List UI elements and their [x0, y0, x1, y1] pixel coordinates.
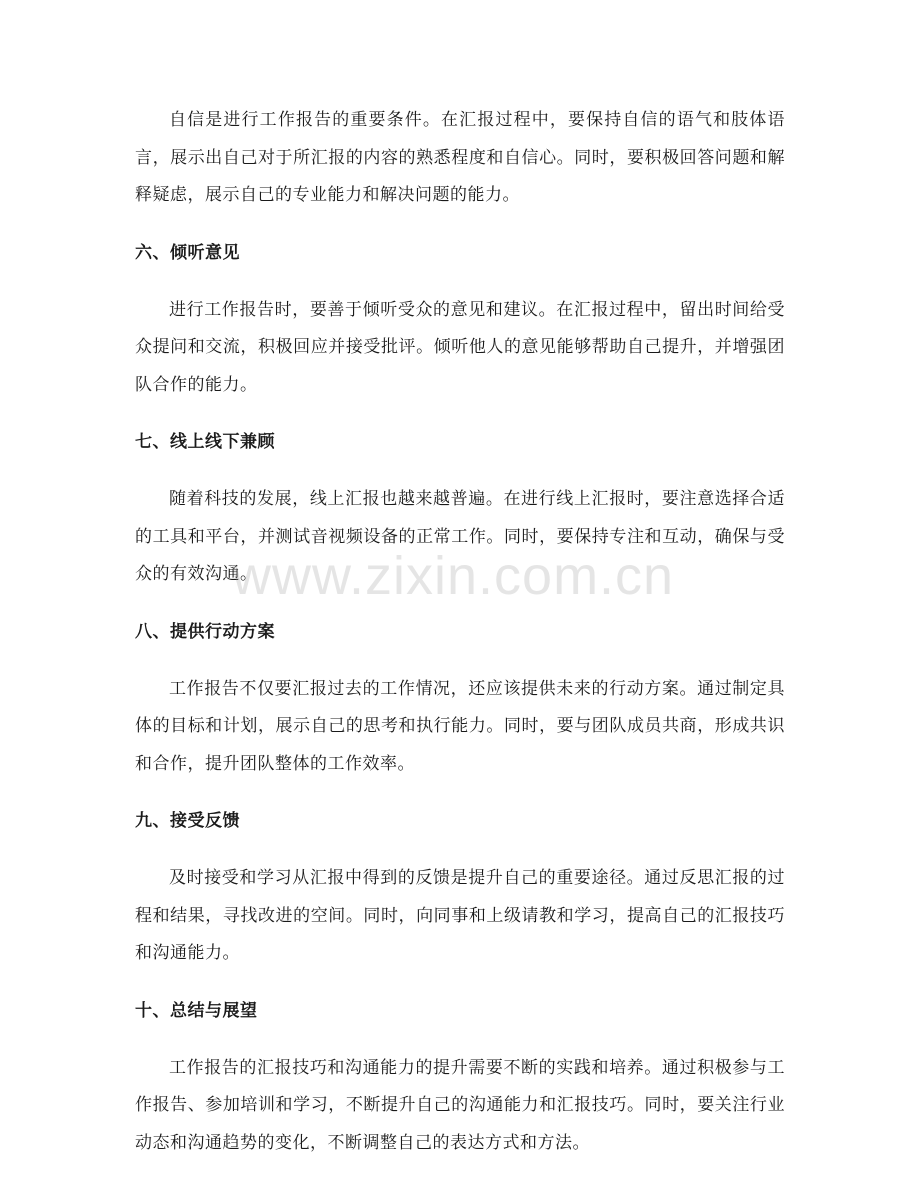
section-nine [135, 809, 785, 973]
intro-paragraph: 自信是进行工作报告的重要条件。在汇报过程中，要保持自信的语气和肢体语言，展示出自己对于所汇报的内容的熟悉程度和自信心。同时，要积极回答问题和解释疑虑，展示自己的专业能力和解决问题的能力。 [135, 110, 785, 205]
section-heading: 六、倾听意见 [135, 242, 240, 263]
section-six [135, 241, 785, 405]
section-paragraph: 进行工作报告时，要善于倾听受众的意见和建议。在汇报过程中，留出时间给受众提问和交流，积极回应并接受批评。倾听他人的意见能够帮助自己提升，并增强团队合作的能力。 [135, 299, 785, 395]
section-paragraph: 随着科技的发展，线上汇报也越来越普遍。在进行线上汇报时，要注意选择合适的工具和平台，并测试音视频设备的正常工作。同时，要保持专注和互动，确保与受众的有效沟通。 [135, 489, 785, 584]
section-paragraph: 工作报告的汇报技巧和沟通能力的提升需要不断的实践和培养。通过积极参与工作报告、参加培训和学习，不断提升自己的沟通能力和汇报技巧。同时，要关注行业动态和沟通趋势的变化，不断调整自己的表达方式和方法。 [135, 1057, 785, 1153]
section-paragraph: 及时接受和学习从汇报中得到的反馈是提升自己的重要途径。通过反思汇报的过程和结果，寻找改进的空间。同时，向同事和上级请教和学习，提高自己的汇报技巧和沟通能力。 [135, 868, 785, 963]
section-ten [135, 999, 785, 1163]
section-paragraph: 工作报告不仅要汇报过去的工作情况，还应该提供未来的行动方案。通过制定具体的目标和计划，展示自己的思考和执行能力。同时，要与团队成员共商，形成共识和合作，提升团队整体的工作效率。 [135, 678, 785, 774]
section-heading: 九、接受反馈 [135, 811, 240, 831]
section-heading: 七、线上线下兼顾 [135, 432, 275, 452]
section-eight [135, 620, 785, 784]
watermark-text: www.zixin.com.cn [232, 546, 675, 606]
section-seven [135, 430, 785, 594]
document-body [135, 102, 785, 1162]
section-heading: 十、总结与展望 [135, 1000, 258, 1021]
section-heading: 八、提供行动方案 [135, 621, 275, 642]
